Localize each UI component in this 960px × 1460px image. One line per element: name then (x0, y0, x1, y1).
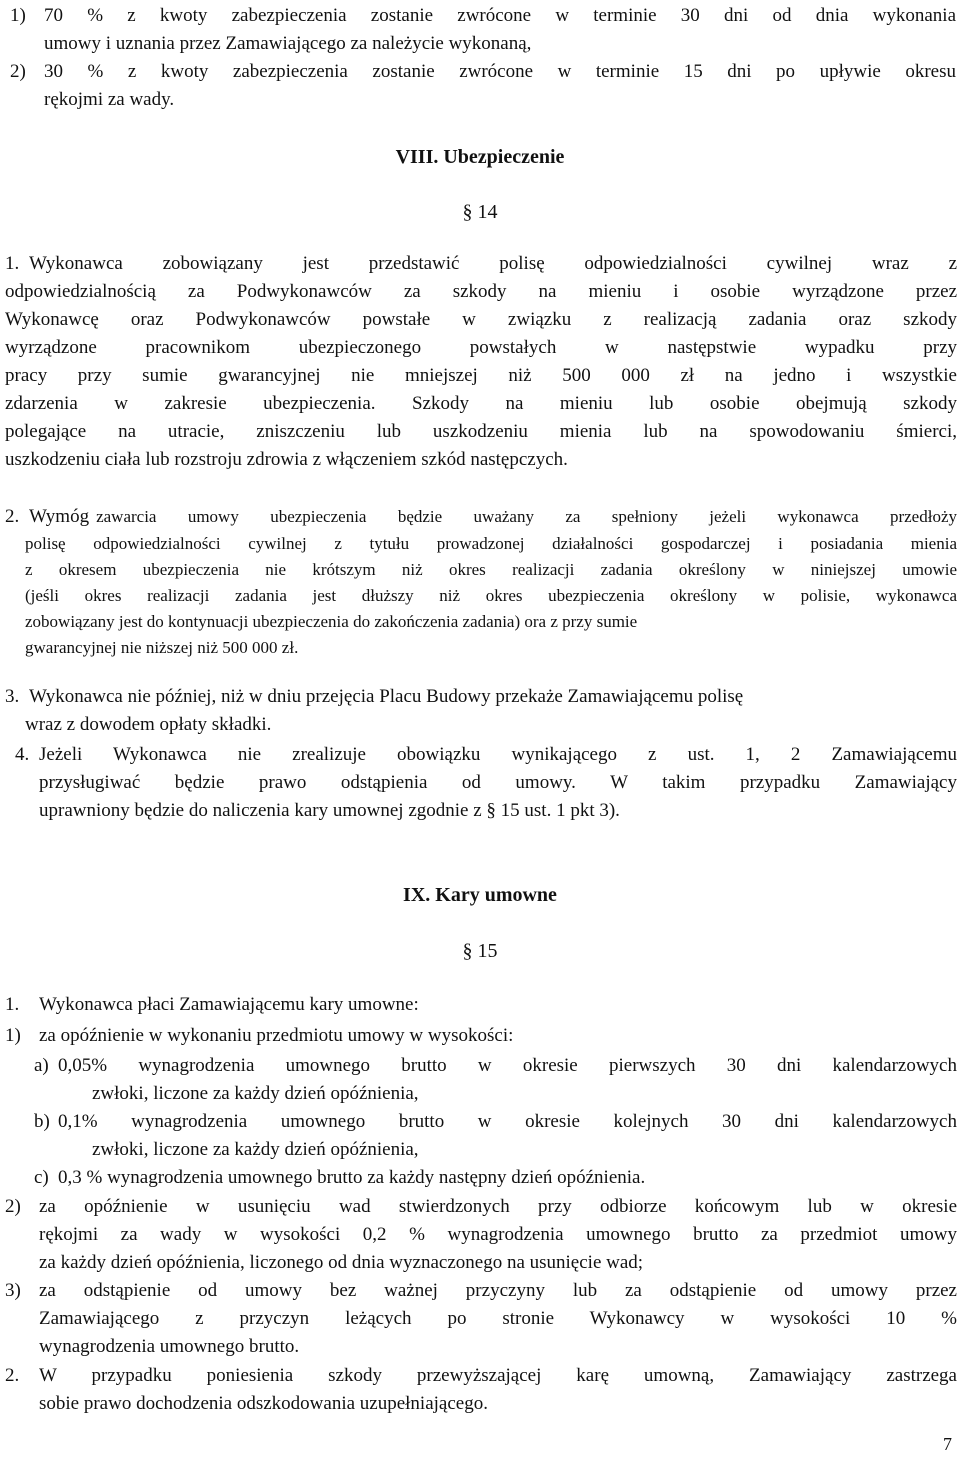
text-line: za opóźnienie w usunięciu wad stwierdzonych przy odbiorze końcowym lub w okresie (39, 1196, 957, 1217)
p15-point-1 (5, 1022, 957, 1050)
item-number: 2. (5, 1365, 20, 1386)
text-line: 0,05% wynagrodzenia umownego brutto w okresie pierwszych 30 dni kalendarzowych (58, 1055, 957, 1076)
section-heading: IX. Kary umowne (403, 884, 557, 906)
item-number: 3) (5, 1280, 21, 1301)
item-number: a) (34, 1055, 49, 1076)
p15-letter-b (34, 1108, 957, 1164)
text-line: gwarancyjnej nie niższej niż 500 000 zł. (25, 638, 299, 657)
text-word: Wymóg (29, 506, 90, 527)
page-number: 7 (943, 1434, 952, 1454)
text-line: zwłoki, liczone za każdy dzień opóźnienia, (92, 1139, 419, 1160)
p14-item-3 (5, 683, 957, 739)
item-number: b) (34, 1111, 50, 1132)
text-line: uszkodzeniu ciała lub rozstroju zdrowia z włączeniem szkód następczych. (5, 449, 568, 470)
text-line: za opóźnienie w wykonaniu przedmiotu umowy w wysokości: (39, 1025, 514, 1046)
item-number: 1. (5, 994, 20, 1015)
item-number: 1. (5, 253, 20, 274)
text-line: zawarcia umowy ubezpieczenia będzie uważany za spełniony jeżeli wykonawca przedłoży (96, 507, 957, 526)
text-line: polegające na utracie, zniszczeniu lub uszkodzeniu mienia lub na spowodowaniu śmierci, (5, 421, 957, 442)
text-line: polisę odpowiedzialności cywilnej z tytułu prowadzonej działalności gospodarczej i posiadania mienia (25, 534, 957, 553)
paragraph-number: § 15 (462, 940, 498, 962)
item-number: 4. (15, 744, 30, 765)
p15-item-1 (5, 991, 957, 1019)
text-line: odpowiedzialnością za Podwykonawców za szkody na mieniu i osobie wyrządzone przez (5, 281, 957, 302)
p15-letter-c (34, 1164, 957, 1192)
text-line: W przypadku poniesienia szkody przewyższającej karę umowną, Zamawiający zastrzega (39, 1365, 957, 1386)
text-line: Wykonawca płaci Zamawiającemu kary umowne: (39, 994, 419, 1015)
p15-point-2 (5, 1193, 957, 1277)
text-line: zwłoki, liczone za każdy dzień opóźnienia, (92, 1083, 419, 1104)
text-line: Jeżeli Wykonawca nie zrealizuje obowiązku wynikającego z ust. 1, 2 Zamawiającemu (39, 744, 957, 765)
text-line: Wykonawca zobowiązany jest przedstawić polisę odpowiedzialności cywilnej wraz z (29, 253, 957, 274)
p15-point-3 (5, 1277, 957, 1361)
text-line: 0,1% wynagrodzenia umownego brutto w okresie kolejnych 30 dni kalendarzowych (58, 1111, 957, 1132)
p15-item-2 (5, 1362, 957, 1418)
item-number: 1) (10, 5, 26, 26)
text-line: rękojmi za wady. (44, 89, 175, 110)
text-line: zobowiązany jest do kontynuacji ubezpieczenia do zakończenia zadania) ora z przy sumie (25, 612, 638, 631)
text-line: wynagrodzenia umownego brutto. (39, 1336, 300, 1357)
text-line: Wykonawca nie później, niż w dniu przejęcia Placu Budowy przekaże Zamawiającemu polisę (29, 686, 744, 707)
s13-item-1 (10, 2, 956, 58)
item-number: 1) (5, 1025, 21, 1046)
text-line: zdarzenia w zakresie ubezpieczenia. Szkody na mieniu lub osobie obejmują szkody (5, 393, 957, 414)
text-line: za każdy dzień opóźnienia, liczonego od dnia wyznaczonego na usunięcie wad; (39, 1252, 644, 1273)
p14-item-4 (15, 741, 957, 825)
p14-item-2 (5, 503, 957, 661)
text-line: 70 % z kwoty zabezpieczenia zostanie zwrócone w terminie 30 dni od dnia wykonania (44, 5, 956, 26)
text-line: Wykonawcę oraz Podwykonawców powstałe w związku z realizacją zadania oraz szkody (5, 309, 957, 330)
text-line: za odstąpienie od umowy bez ważnej przyczyny lub za odstąpienie od umowy przez (39, 1280, 957, 1301)
s13-item-2 (10, 58, 956, 114)
section-heading: VIII. Ubezpieczenie (395, 146, 565, 168)
item-number: 2) (10, 61, 26, 82)
item-number: c) (34, 1167, 49, 1188)
text-line: rękojmi za wady w wysokości 0,2 % wynagrodzenia umownego brutto za przedmiot umowy (39, 1224, 957, 1245)
text-line: przysługiwać będzie prawo odstąpienia od umowy. W takim przypadku Zamawiający (39, 772, 957, 793)
paragraph-number: § 14 (462, 201, 498, 223)
item-number: 2) (5, 1196, 21, 1217)
text-line: z okresem ubezpieczenia nie krótszym niż okres realizacji zadania określony w niniejszej umowie (25, 560, 957, 579)
text-line: umowy i uznania przez Zamawiającego za należycie wykonaną, (44, 33, 532, 54)
item-number: 2. (5, 506, 20, 527)
text-line: (jeśli okres realizacji zadania jest dłuższy niż okres ubezpieczenia określony w polisie, wykonawca (25, 586, 957, 605)
text-line: Zamawiającego z przyczyn leżących po stronie Wykonawcy w wysokości 10 % (39, 1308, 957, 1329)
text-line: wraz z dowodem opłaty składki. (25, 714, 272, 735)
p14-item-1 (5, 250, 957, 474)
text-line: wyrządzone pracownikom ubezpieczonego powstałych w następstwie wypadku przy (5, 337, 957, 358)
p15-letter-a (34, 1052, 957, 1108)
text-line: 0,3 % wynagrodzenia umownego brutto za każdy następny dzień opóźnienia. (58, 1167, 646, 1188)
text-line: sobie prawo dochodzenia odszkodowania uzupełniającego. (39, 1393, 488, 1414)
text-line: pracy przy sumie gwarancyjnej nie mniejszej niż 500 000 zł na jedno i wszystkie (5, 365, 957, 386)
text-line: uprawniony będzie do naliczenia kary umownej zgodnie z § 15 ust. 1 pkt 3). (39, 800, 620, 821)
text-line: 30 % z kwoty zabezpieczenia zostanie zwrócone w terminie 15 dni po upływie okresu (44, 61, 956, 82)
item-number: 3. (5, 686, 20, 707)
